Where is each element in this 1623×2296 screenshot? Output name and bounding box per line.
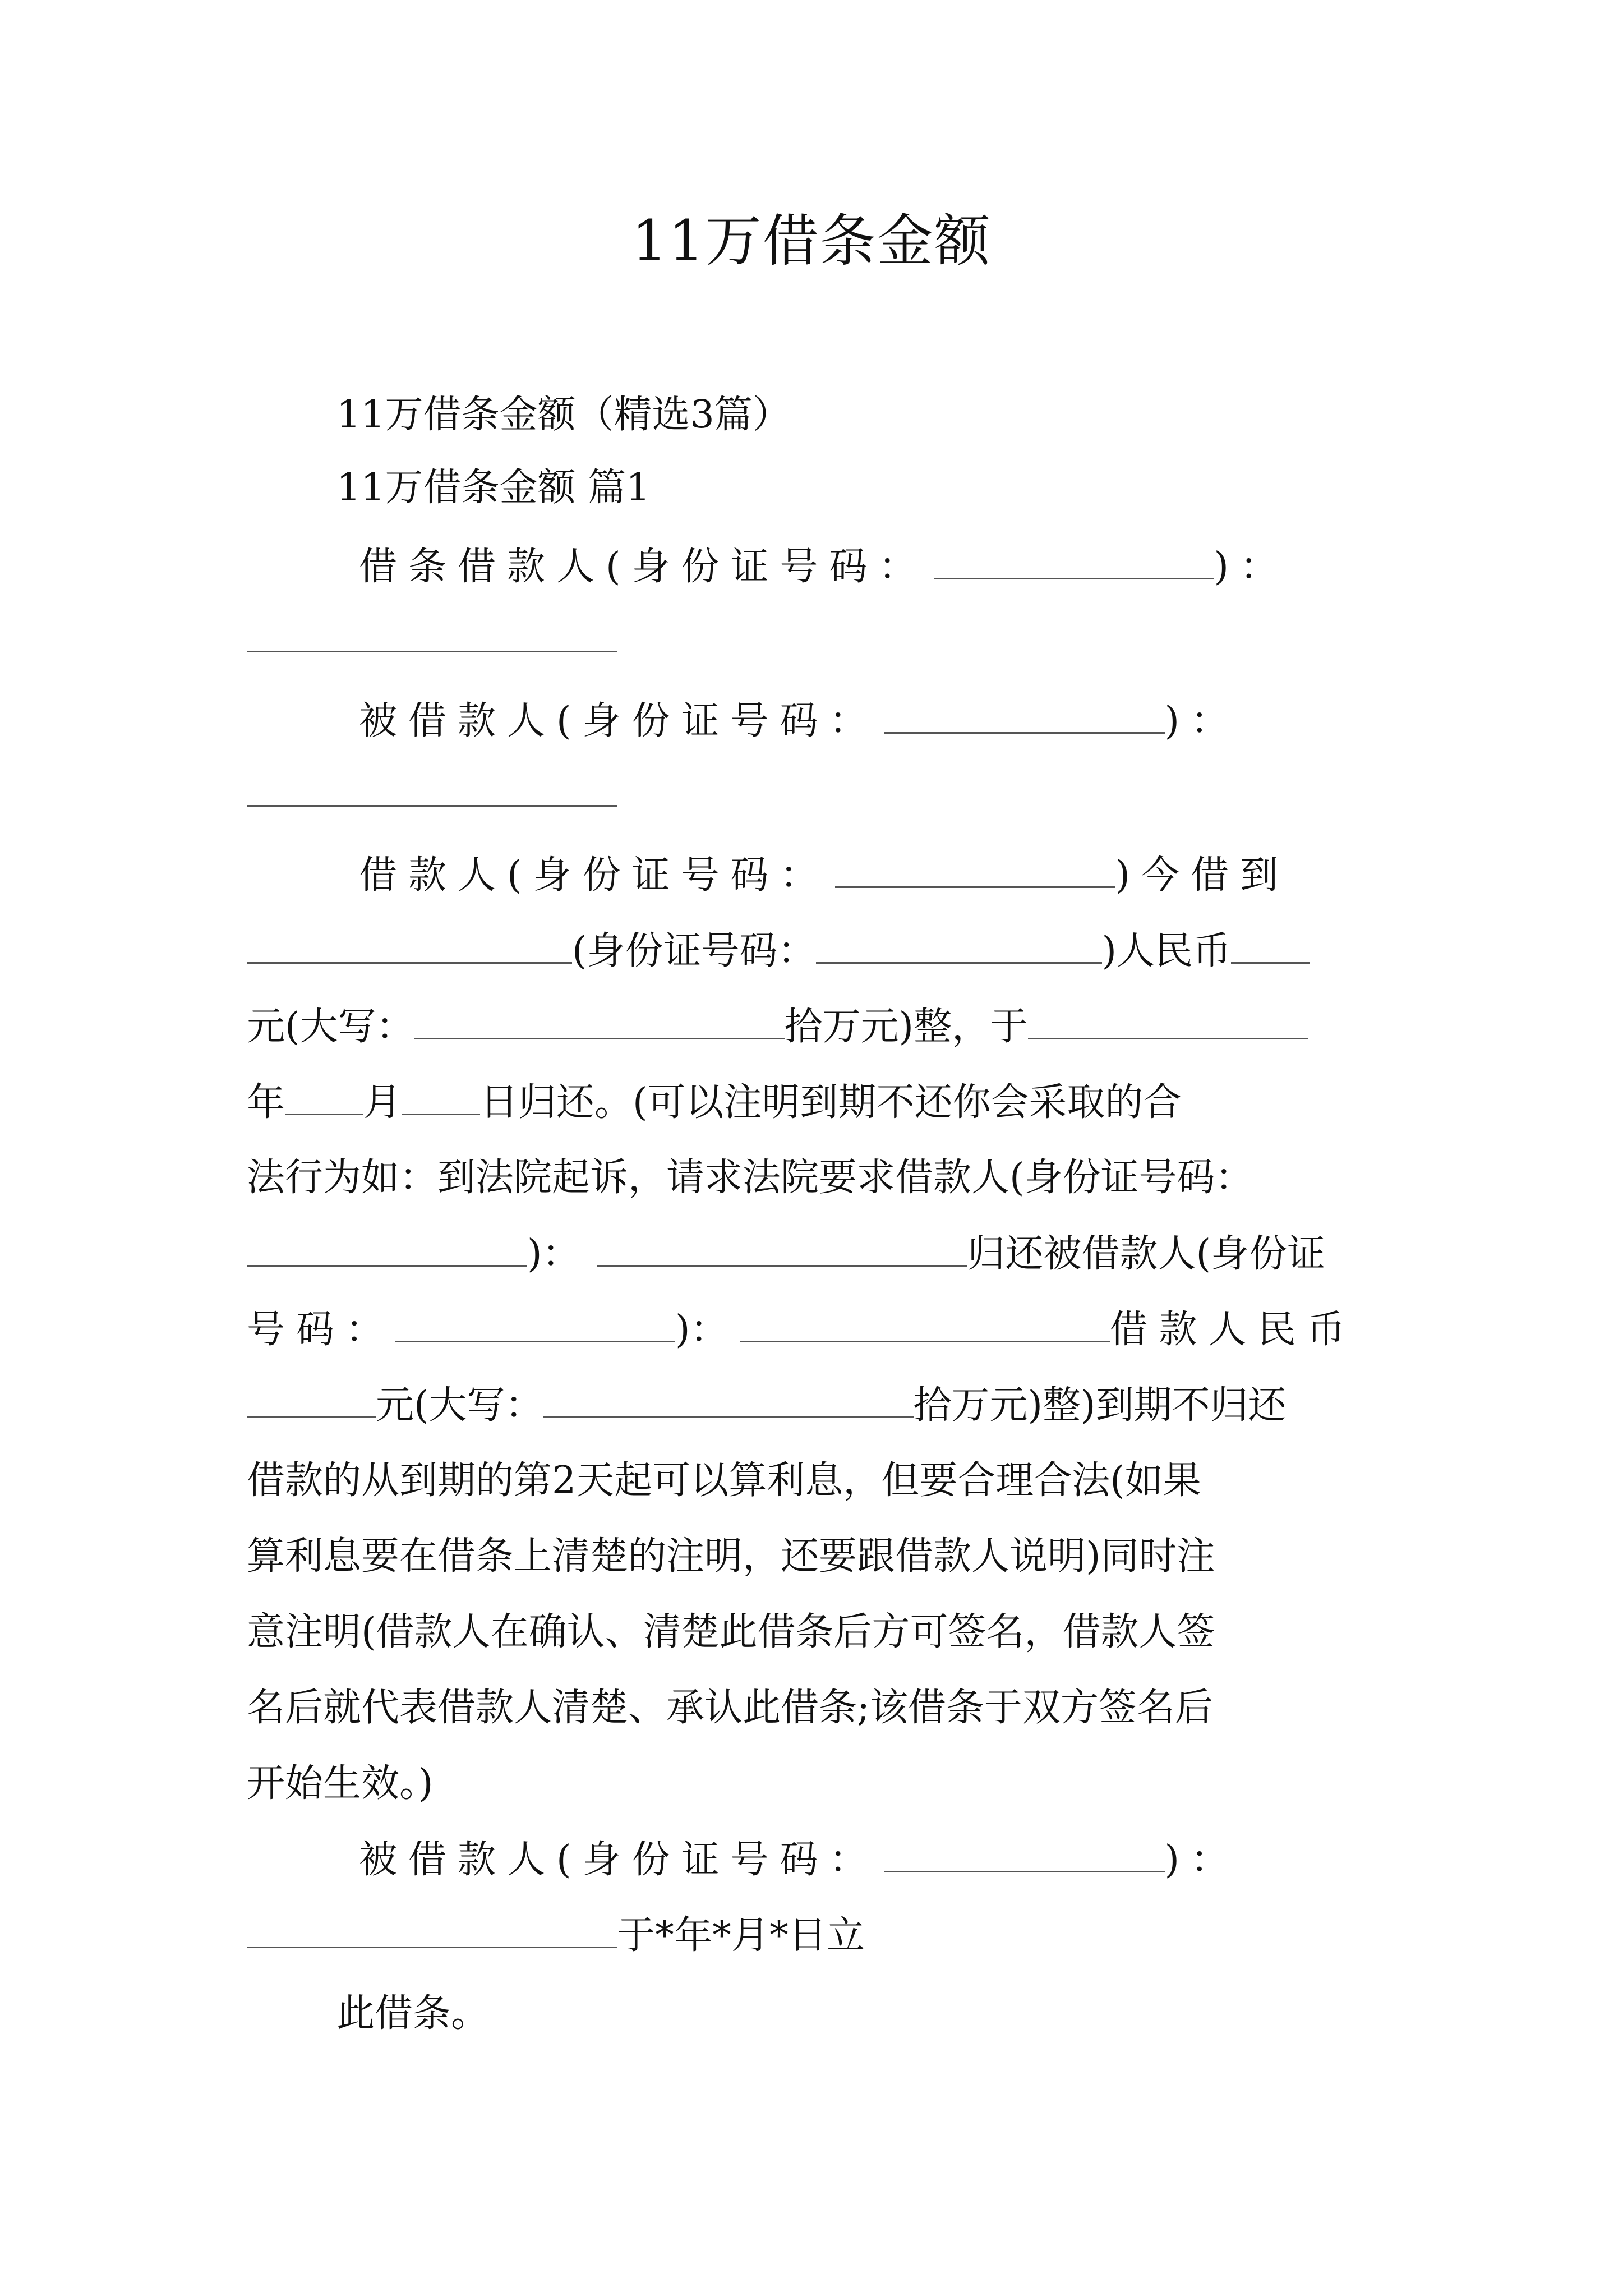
body-text: 年 — [247, 1080, 285, 1125]
signature-id-end: )： — [1164, 1838, 1241, 1882]
body-line-4 — [247, 1074, 1385, 1130]
closing-line: 此借条。 — [336, 1991, 490, 2036]
amount-words-blank — [414, 999, 785, 1039]
body-text: )今借到 — [1115, 853, 1290, 898]
signature-id-blank — [884, 1832, 1165, 1872]
body-text: 元(大写： — [376, 1383, 543, 1428]
body-line-5: 法行为如：到法院起诉，请求法院要求借款人(身份证号码： — [247, 1156, 1253, 1200]
document-subtitle: 11万借条金额（精选3篇） — [336, 393, 791, 437]
amount-blank — [247, 1377, 376, 1418]
id-blank — [835, 847, 1115, 888]
body-text: 号码： — [247, 1308, 395, 1352]
body-line-1 — [359, 847, 1385, 903]
borrower-name-blank — [247, 611, 617, 652]
body-text: )人民币 — [1101, 929, 1232, 973]
body-line-3 — [247, 999, 1385, 1055]
borrower-id-label: 借条借款人(身份证号码： — [359, 545, 928, 589]
signature-id-label: 被借款人(身份证号码： — [359, 1838, 879, 1882]
signature-name-blank — [247, 1907, 617, 1948]
body-line-9: 借款的从到期的第2天起可以算利息，但要合理合法(如果 — [247, 1458, 1201, 1503]
amount-words-blank — [543, 1377, 914, 1418]
lender-name-blank — [247, 766, 617, 807]
name-blank — [740, 1301, 1110, 1342]
lender-name-line — [247, 766, 1385, 822]
body-text: 元(大写： — [247, 1005, 414, 1049]
month-blank — [285, 1074, 363, 1115]
body-line-8 — [247, 1377, 1385, 1433]
lender-blank — [247, 923, 572, 964]
body-text: (身份证号码： — [572, 929, 816, 973]
body-line-7 — [247, 1301, 1385, 1358]
amount-blank — [1231, 923, 1310, 964]
borrower-name-line — [247, 611, 1385, 668]
lender-id-end: )： — [1164, 699, 1241, 743]
body-text: 归还被借款人(身份证 — [967, 1232, 1326, 1276]
document-title: 11万借条金额 — [631, 208, 992, 274]
name-blank — [597, 1226, 967, 1267]
signature-date-text: 于*年*月*日立 — [617, 1913, 865, 1958]
body-line-13: 开始生效。) — [247, 1761, 434, 1806]
lender-id-label: 被借款人(身份证号码： — [359, 699, 879, 743]
body-text: 月 — [363, 1080, 402, 1125]
body-text: 拾万元)整，于 — [784, 1005, 1029, 1049]
day-blank — [402, 1074, 480, 1115]
body-line-2 — [247, 923, 1385, 979]
section-heading: 11万借条金额 篇1 — [336, 466, 651, 510]
body-line-10: 算利息要在借条上清楚的注明，还要跟借款人说明)同时注 — [247, 1534, 1215, 1579]
borrower-id-blank — [934, 539, 1214, 579]
id-blank — [816, 923, 1102, 964]
borrower-id-line — [359, 539, 1385, 595]
id-blank — [395, 1301, 675, 1342]
signature-date-line — [247, 1907, 1385, 1963]
lender-id-blank — [884, 693, 1165, 734]
signature-id-line — [359, 1832, 1385, 1888]
year-blank — [1028, 999, 1308, 1039]
id-blank — [247, 1226, 527, 1267]
lender-id-line — [359, 693, 1385, 749]
body-text: )： — [527, 1232, 580, 1276]
borrower-id-end: )： — [1214, 545, 1290, 589]
body-text: 借款人民币 — [1109, 1308, 1357, 1352]
body-line-6 — [247, 1226, 1385, 1282]
body-line-11: 意注明(借款人在确认、清楚此借条后方可签名，借款人签 — [247, 1610, 1215, 1654]
body-line-12: 名后就代表借款人清楚、承认此借条;该借条于双方签名后 — [247, 1686, 1213, 1730]
body-text: 拾万元)整)到期不归还 — [913, 1383, 1287, 1428]
body-text: 借款人(身份证号码： — [359, 853, 829, 898]
body-text: )： — [675, 1308, 728, 1352]
body-text: 日归还。(可以注明到期不还你会采取的合 — [480, 1080, 1182, 1125]
